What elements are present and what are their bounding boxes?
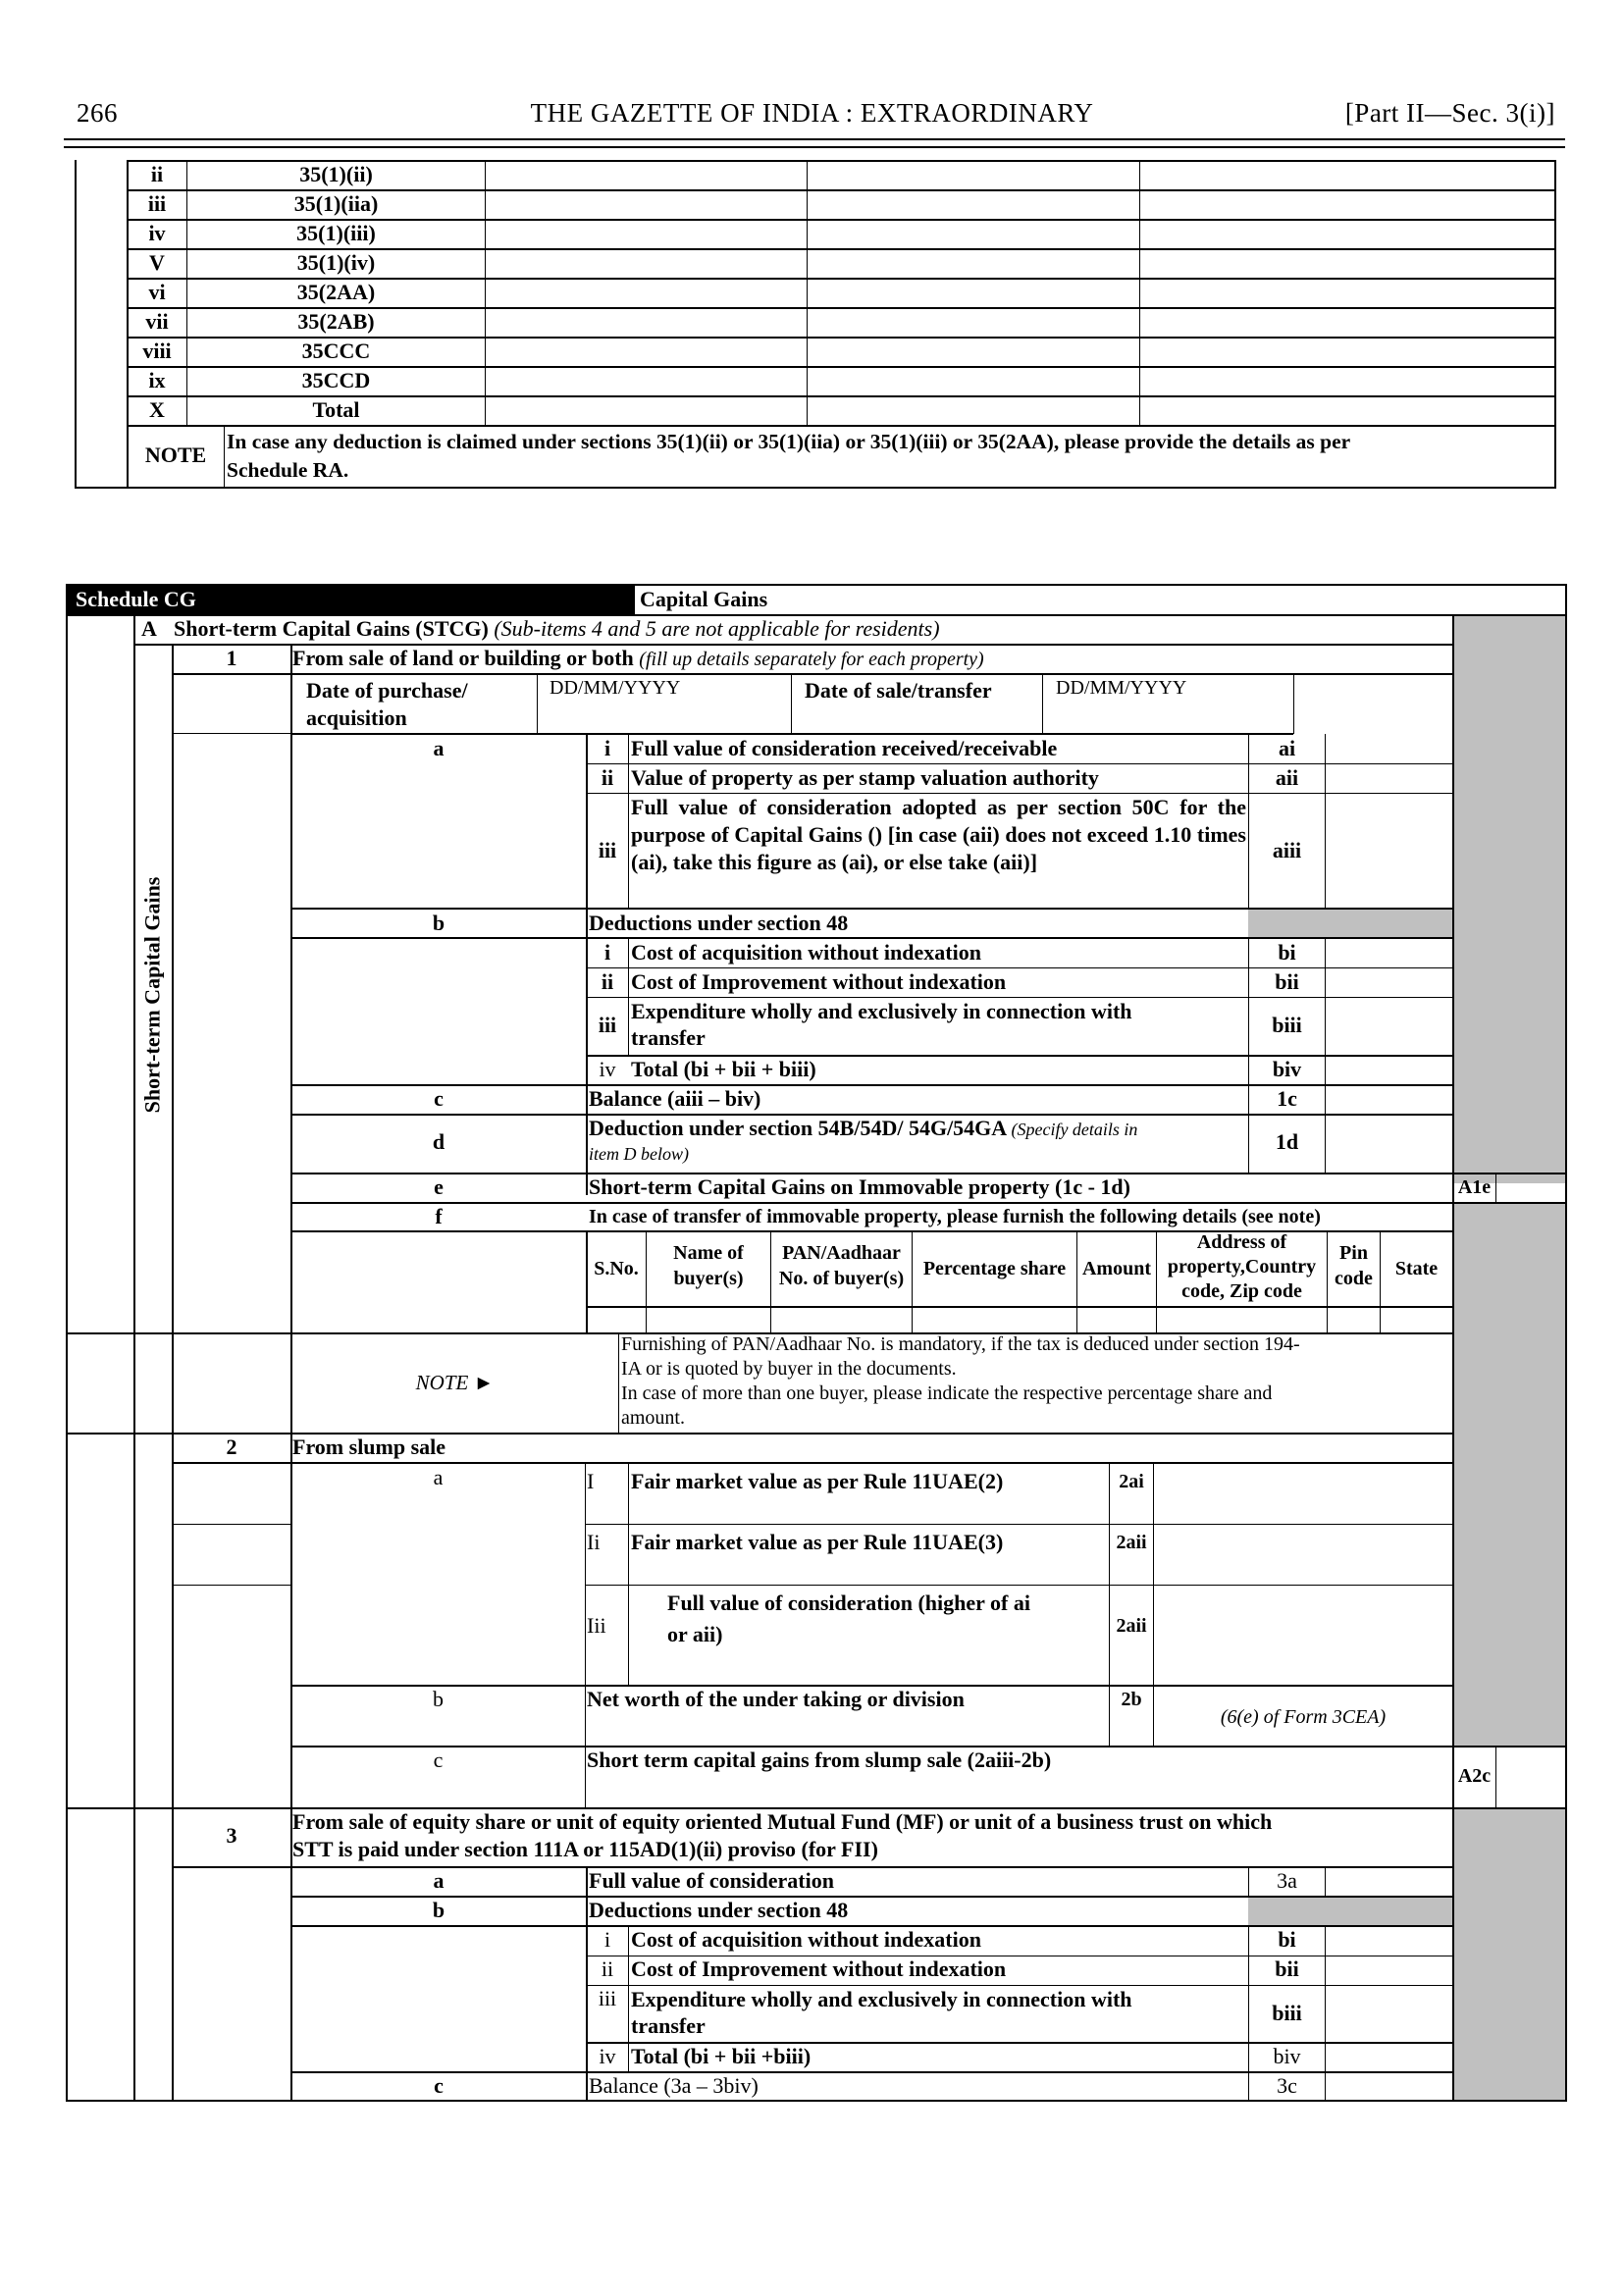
item1-d-label: Deduction under section 54B/54D/ 54G/54GA (Specify details in [589, 1116, 1138, 1140]
col-pin-1: Pin [1339, 1242, 1368, 1264]
row-section: 35(1)(iii) [296, 221, 376, 245]
col-address-3: code, Zip code [1181, 1280, 1302, 1302]
item2-a-i-code: 2ai [1119, 1471, 1144, 1492]
item1-b-iv-code: biv [1272, 1057, 1302, 1081]
note-text-line2: Schedule RA. [227, 458, 349, 482]
item1-b-iii-input[interactable] [1327, 998, 1450, 1053]
item3-b-label: Deductions under section 48 [589, 1898, 849, 1922]
item1-d-letter: d [432, 1129, 445, 1154]
item1-a-letter: a [433, 736, 445, 760]
item3-a-input[interactable] [1327, 1868, 1450, 1896]
item1-d-hint-2: item D below) [589, 1144, 689, 1164]
item1-e-input[interactable] [1497, 1174, 1564, 1202]
note-line-2: IA or is quoted by buyer in the documents. [621, 1358, 957, 1380]
item3-c-label: Balance (3a – 3biv) [589, 2073, 759, 2098]
item2-a-iii-label-1: Full value of consideration (higher of ai [667, 1591, 1030, 1615]
item2-a-ii-code: 2aii [1116, 1532, 1147, 1553]
item1-e-letter: e [434, 1174, 444, 1199]
row-number: vii [145, 309, 169, 334]
item1-f-label: In case of transfer of immovable property, please furnish the following details (see note) [589, 1206, 1321, 1227]
note-line-1: Furnishing of PAN/Aadhaar No. is mandatory, if the tax is deduced under section 194- [621, 1333, 1300, 1355]
item1-e-code: A1e [1457, 1176, 1492, 1198]
item2-a-i-label: Fair market value as per Rule 11UAE(2) [631, 1469, 1004, 1493]
item2-b-code: 2b [1121, 1689, 1142, 1710]
item3-c-letter: c [434, 2073, 444, 2098]
item2-a-ii-input[interactable] [1155, 1526, 1451, 1585]
item3-b-i-input[interactable] [1327, 1927, 1450, 1955]
note-label: NOTE ► [415, 1371, 495, 1394]
col-pan-2: No. of buyer(s) [778, 1268, 905, 1289]
item2-number: 2 [226, 1434, 237, 1459]
item2-c-label: Short term capital gains from slump sale (2aiii-2b) [587, 1747, 1052, 1772]
item3-a-label: Full value of consideration [589, 1868, 834, 1893]
col-pan-1: PAN/Aadhaar [782, 1242, 901, 1264]
item1-e-label: Short-term Capital Gains on Immovable property (1c - 1d) [589, 1174, 1130, 1199]
item3-b-iv-input[interactable] [1327, 2044, 1450, 2070]
col-pin-2: code [1335, 1268, 1373, 1289]
item2-a-i-roman: I [587, 1469, 595, 1493]
item2-a-i-input[interactable] [1155, 1464, 1451, 1523]
buyer-address-input[interactable] [1158, 1308, 1326, 1331]
date-purchase-label-1: Date of purchase/ [306, 678, 468, 703]
item1-b-iv-label: Total (bi + bii + biii) [631, 1057, 816, 1081]
col-amount: Amount [1081, 1258, 1151, 1279]
shaded-cell [1248, 1897, 1452, 1926]
header-rule-bottom [64, 146, 1565, 148]
item1-a-iii-code: aiii [1272, 838, 1302, 862]
col-name-2: buyer(s) [673, 1268, 744, 1289]
section-a-subtitle: (Sub-items 4 and 5 are not applicable for residents) [494, 616, 940, 641]
item1-b-i-input[interactable] [1327, 939, 1450, 966]
item1-b-ii-code: bii [1275, 969, 1299, 994]
item1-b-i-code: bi [1278, 940, 1296, 965]
date-sale-label: Date of sale/transfer [805, 678, 992, 703]
item2-c-letter: c [433, 1747, 444, 1772]
row-section: Total [312, 397, 360, 422]
item2-a-ii-label: Fair market value as per Rule 11UAE(3) [631, 1530, 1004, 1554]
item3-b-ii-code: bii [1275, 1956, 1299, 1981]
row-number: iii [147, 191, 167, 216]
item1-b-i-label: Cost of acquisition without indexation [631, 940, 981, 965]
item2-c-code: A2c [1457, 1765, 1492, 1787]
item1-a-i-input[interactable] [1327, 735, 1450, 762]
item3-a-code: 3a [1277, 1868, 1297, 1893]
col-percentage: Percentage share [922, 1258, 1067, 1279]
item2-title: From slump sale [292, 1434, 446, 1459]
row-section: 35(1)(iv) [296, 250, 376, 275]
section-a-letter: A [141, 616, 157, 641]
schedule-label: Schedule CG [76, 587, 196, 611]
col-address-1: Address of [1196, 1231, 1287, 1253]
item1-b-i-roman: i [603, 940, 611, 965]
item3-b-letter: b [432, 1898, 445, 1922]
item1-subtitle: (fill up details separately for each property) [639, 649, 984, 670]
buyer-sno-input[interactable] [588, 1308, 645, 1331]
header-rule-top [64, 138, 1565, 140]
item2-b-label: Net worth of the under taking or division [587, 1687, 965, 1711]
note-label: NOTE [144, 443, 207, 467]
buyer-name-input[interactable] [648, 1308, 769, 1331]
date-sale-input[interactable]: DD/MM/YYYY [1056, 677, 1187, 699]
item1-c-input[interactable] [1327, 1085, 1450, 1113]
item1-title: From sale of land or building or both (fill up details separately for each property) [292, 646, 984, 670]
row-number: vi [148, 280, 166, 304]
item3-b-ii-roman: ii [601, 1956, 614, 1981]
item1-c-code: 1c [1277, 1086, 1297, 1111]
page-number: 266 [77, 98, 118, 128]
item2-a-iii-code: 2aii [1116, 1615, 1147, 1637]
gazette-title: THE GAZETTE OF INDIA : EXTRAORDINARY [530, 98, 1094, 128]
buyer-percentage-input[interactable] [914, 1308, 1075, 1331]
item3-b-iv-label: Total (bi + bii +biii) [631, 2044, 812, 2068]
item1-b-iii-code: biii [1272, 1013, 1302, 1037]
buyer-amount-input[interactable] [1078, 1308, 1155, 1331]
row-section: 35(2AA) [296, 280, 376, 304]
item1-a-iii-roman: iii [598, 838, 617, 862]
col-sno: S.No. [594, 1258, 639, 1279]
item1-f-letter: f [435, 1204, 443, 1228]
item1-b-iii-label-1: Expenditure wholly and exclusively in connection with [631, 999, 1132, 1023]
item1-b-ii-label: Cost of Improvement without indexation [631, 969, 1007, 994]
item1-a-i-label: Full value of consideration received/receivable [631, 736, 1058, 760]
date-purchase-label-2: acquisition [306, 705, 407, 730]
item1-b-iii-roman: iii [598, 1013, 617, 1037]
item1-a-iii-label: Full value of consideration adopted as per section 50C for the purpose of Capital Gains () [in case (aii) does not exceed 1.10 times (ai), take this figure as (ai), or else take (aii)] [631, 795, 1246, 874]
row-number: iv [148, 221, 166, 245]
item2-a-letter: a [433, 1465, 444, 1489]
item3-b-iii-roman: iii [598, 1986, 617, 2010]
item3-b-iii-input[interactable] [1327, 1986, 1450, 2041]
item1-a-ii-input[interactable] [1327, 764, 1450, 792]
item1-d-code: 1d [1275, 1129, 1299, 1154]
item1-b-iv-input[interactable] [1327, 1056, 1450, 1083]
buyer-pin-input[interactable] [1329, 1308, 1379, 1331]
item1-a-i-code: ai [1278, 736, 1296, 760]
item1-c-label: Balance (aiii – biv) [589, 1086, 761, 1111]
row-section: 35CCC [301, 339, 371, 363]
row-number: viii [142, 339, 172, 363]
item3-b-iii-label-1: Expenditure wholly and exclusively in connection with [631, 1987, 1132, 2011]
item3-number: 3 [226, 1823, 237, 1848]
item1-a-ii-roman: ii [601, 765, 614, 790]
part-section-label: [Part II—Sec. 3(i)] [1344, 98, 1555, 128]
col-state: State [1394, 1258, 1439, 1279]
item1-d-hint-1: (Specify details in [1011, 1120, 1138, 1139]
item1-b-ii-roman: ii [601, 969, 614, 994]
shaded-column [1452, 1808, 1566, 2101]
item2-a-iii-label-2: or aii) [667, 1622, 723, 1646]
section-a-title: Short-term Capital Gains (STCG) (Sub-items 4 and 5 are not applicable for residents) [174, 616, 940, 641]
item1-a-iii-input[interactable] [1327, 795, 1450, 907]
shaded-column [1452, 614, 1566, 1183]
item3-b-ii-label: Cost of Improvement without indexation [631, 1956, 1007, 1981]
item3-b-iii-code: biii [1272, 2001, 1302, 2025]
item1-b-iii-label-2: transfer [631, 1025, 706, 1050]
item1-a-i-roman: i [603, 736, 611, 760]
item3-b-iii-label-2: transfer [631, 2013, 706, 2038]
item3-b-i-roman: i [603, 1927, 611, 1952]
short-term-capital-gains-side-label: Short-term Capital Gains [139, 876, 165, 1114]
item3-b-i-label: Cost of acquisition without indexation [631, 1927, 981, 1952]
item1-b-label: Deductions under section 48 [589, 911, 849, 935]
shaded-column [1452, 1203, 1566, 1747]
buyer-pan-input[interactable] [772, 1308, 911, 1331]
item1-b-letter: b [432, 911, 445, 935]
item3-a-letter: a [433, 1868, 445, 1893]
item2-a-iii-input[interactable] [1155, 1587, 1451, 1685]
col-address-2: property,Country [1167, 1256, 1317, 1278]
item3-title-1: From sale of equity share or unit of equity oriented Mutual Fund (MF) or unit of a business trust on which [292, 1809, 1273, 1834]
item3-c-input[interactable] [1327, 2073, 1450, 2099]
item2-a-iii-roman: Iii [587, 1613, 606, 1638]
note-text-line1: In case any deduction is claimed under sections 35(1)(ii) or 35(1)(iia) or 35(1)(iii) or 35(2AA), please provide the details as per [227, 430, 1351, 453]
note-line-3: In case of more than one buyer, please indicate the respective percentage share and [621, 1382, 1273, 1404]
item1-a-ii-code: aii [1275, 765, 1299, 790]
shaded-cell [1248, 909, 1452, 938]
buyer-state-input[interactable] [1382, 1308, 1451, 1331]
item1-d-input[interactable] [1327, 1116, 1450, 1171]
item2-a-ii-roman: Ii [587, 1530, 601, 1554]
item3-b-ii-input[interactable] [1327, 1956, 1450, 1984]
row-section: 35(1)(ii) [299, 162, 373, 186]
item2-b-hint: (6(e) of Form 3CEA) [1220, 1706, 1387, 1728]
item2-c-input[interactable] [1497, 1747, 1564, 1806]
row-section: 35(1)(iia) [293, 191, 379, 216]
row-section: 35CCD [301, 368, 371, 392]
item3-c-code: 3c [1277, 2073, 1297, 2098]
item3-title-2: STT is paid under section 111A or 115AD(1)(ii) proviso (for FII) [292, 1837, 878, 1861]
schedule-title: Capital Gains [640, 587, 768, 611]
item1-number: 1 [226, 646, 237, 670]
row-number: X [149, 397, 165, 422]
item1-b-ii-input[interactable] [1327, 968, 1450, 996]
date-purchase-input[interactable]: DD/MM/YYYY [550, 677, 681, 699]
item3-b-i-code: bi [1278, 1927, 1296, 1952]
item3-b-iv-roman: iv [599, 2044, 616, 2068]
item1-a-ii-label: Value of property as per stamp valuation authority [631, 765, 1099, 790]
col-name-1: Name of [673, 1242, 744, 1264]
item2-b-letter: b [433, 1687, 444, 1711]
note-line-4: amount. [621, 1407, 685, 1429]
item1-c-letter: c [434, 1086, 444, 1111]
item3-b-iv-code: biv [1273, 2044, 1301, 2068]
row-number: V [149, 250, 165, 275]
row-number: ii [150, 162, 164, 186]
row-number: ix [148, 368, 166, 392]
row-section: 35(2AB) [297, 309, 375, 334]
item1-b-iv-roman: iv [599, 1057, 616, 1081]
